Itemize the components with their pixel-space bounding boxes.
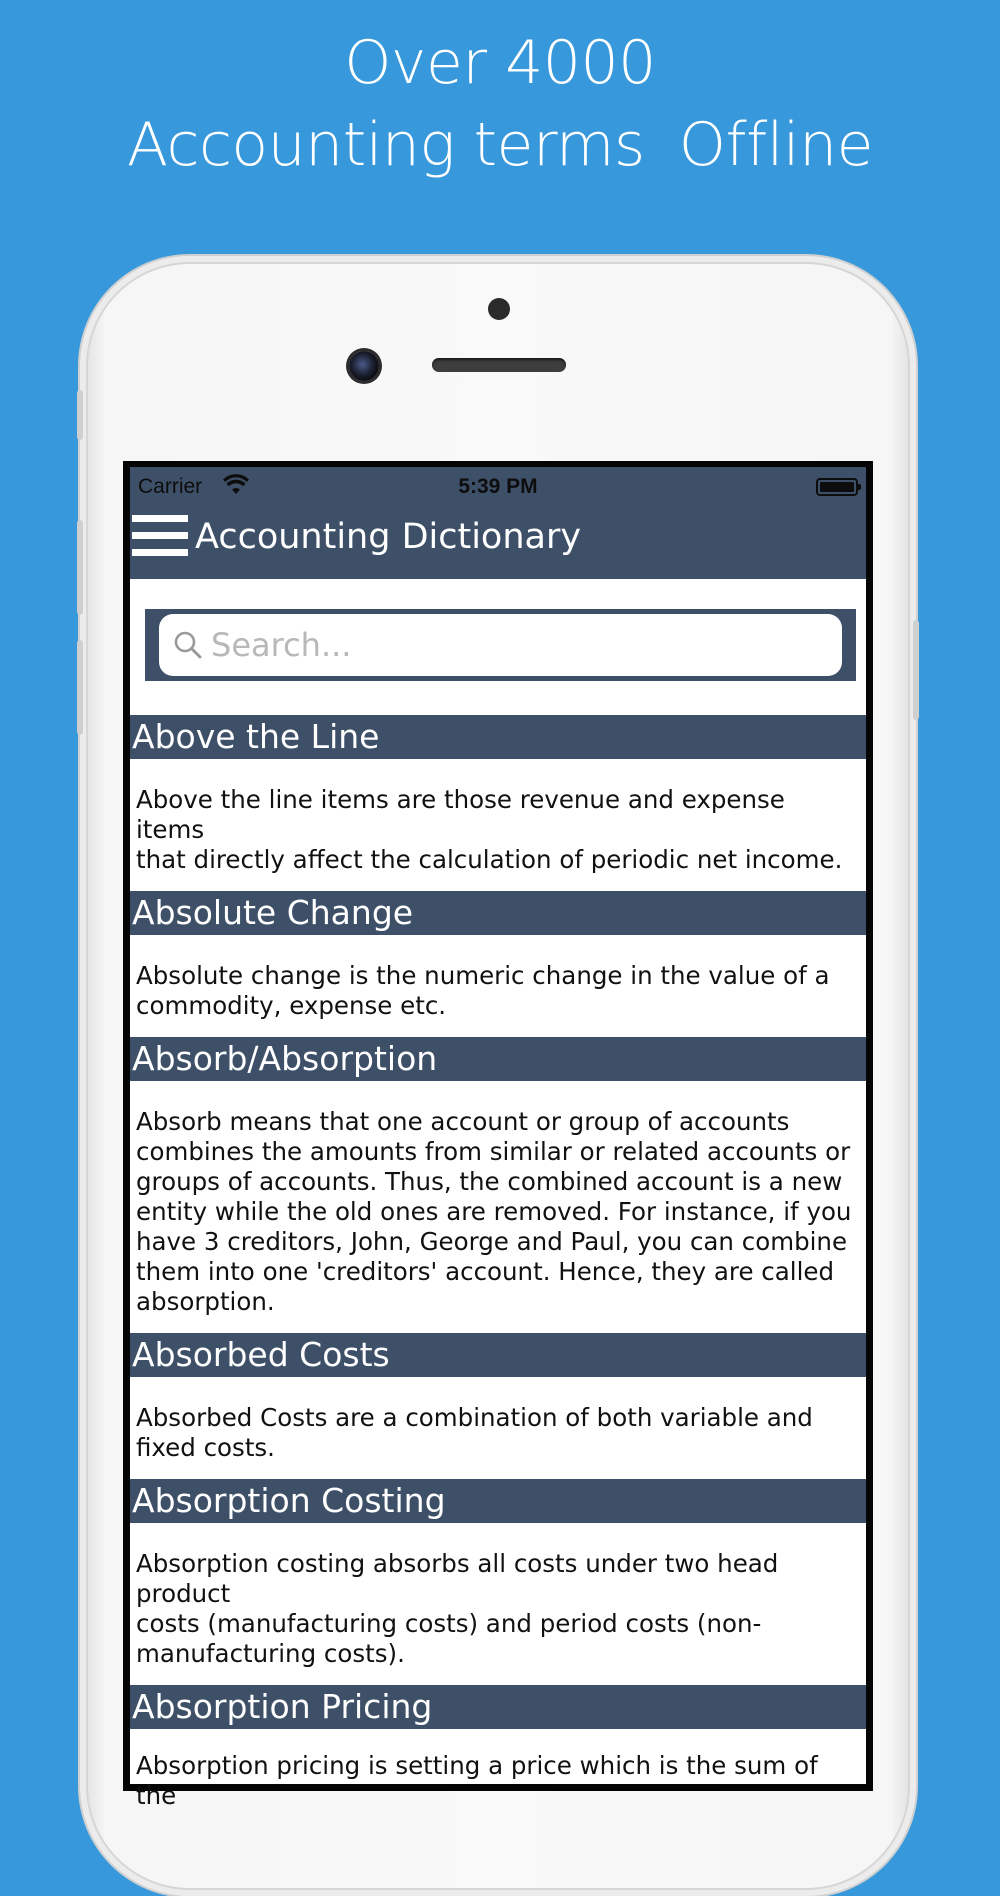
- term-header[interactable]: Absorption Costing: [130, 1479, 866, 1523]
- definition-line: fixed costs.: [136, 1433, 275, 1462]
- term-definition: [130, 1081, 866, 1333]
- navigation-bar: [130, 505, 866, 579]
- definition-line: absorption.: [136, 1287, 275, 1316]
- term-definition: [130, 1523, 866, 1685]
- term-definition: [130, 1377, 866, 1479]
- definition-line: have 3 creditors, John, George and Paul, you can combine: [136, 1227, 848, 1256]
- volume-down-button: [77, 640, 83, 735]
- status-bar: [130, 467, 866, 505]
- promo-line-2: [0, 104, 1000, 186]
- earpiece-speaker: [432, 358, 566, 372]
- term-definition: [130, 1729, 866, 1810]
- search-input[interactable]: [211, 614, 811, 676]
- definition-line: that directly affect the calculation of periodic net income.: [136, 845, 843, 874]
- search-bar: [145, 609, 856, 681]
- power-button: [913, 620, 919, 720]
- front-camera: [349, 351, 379, 381]
- term-header[interactable]: Absolute Change: [130, 891, 866, 935]
- definition-line: commodity, expense etc.: [136, 991, 447, 1020]
- proximity-sensor: [488, 298, 510, 320]
- definition-line: groups of accounts. Thus, the combined account is a new: [136, 1167, 843, 1196]
- page-title: Accounting Dictionary: [195, 517, 582, 557]
- definition-line: costs (manufacturing costs) and period costs (non-: [136, 1609, 762, 1638]
- promo-line-2-part-a: Accounting terms: [126, 110, 645, 180]
- promo-headline: [0, 22, 1000, 186]
- volume-up-button: [77, 520, 83, 615]
- mute-switch: [77, 390, 83, 440]
- definition-line: entity while the old ones are removed. For instance, if you: [136, 1197, 852, 1226]
- term-header[interactable]: Above the Line: [130, 715, 866, 759]
- term-definition: [130, 935, 866, 1037]
- definition-line: Above the line items are those revenue and expense items: [136, 785, 785, 844]
- term-definition: [130, 759, 866, 891]
- term-header[interactable]: Absorbed Costs: [130, 1333, 866, 1377]
- definition-line: manufacturing costs).: [136, 1639, 405, 1668]
- promo-line-1: Over 4000: [344, 28, 656, 98]
- definition-line: Absorb means that one account or group of accounts: [136, 1107, 790, 1136]
- search-icon: [173, 630, 203, 660]
- hamburger-menu-icon[interactable]: [132, 513, 188, 559]
- term-header[interactable]: Absorb/Absorption: [130, 1037, 866, 1081]
- phone-screen: [123, 461, 873, 1810]
- definition-line: Absolute change is the numeric change in the value of a: [136, 961, 830, 990]
- term-list: [130, 715, 866, 1810]
- term-header[interactable]: Absorption Pricing: [130, 1685, 866, 1729]
- promo-line-2-part-b: Offline: [678, 110, 874, 180]
- definition-line: combines the amounts from similar or related accounts or: [136, 1137, 851, 1166]
- definition-line: Absorbed Costs are a combination of both variable and: [136, 1403, 813, 1432]
- status-time: 5:39 PM: [458, 475, 538, 498]
- search-box[interactable]: [159, 614, 842, 676]
- battery-icon: [816, 478, 858, 496]
- definition-line: them into one 'creditors' account. Hence, they are called: [136, 1257, 835, 1286]
- definition-line: Absorption pricing is setting a price which is the sum of the: [136, 1751, 818, 1810]
- definition-line: Absorption costing absorbs all costs under two head product: [136, 1549, 779, 1608]
- carrier-label: Carrier: [138, 475, 203, 498]
